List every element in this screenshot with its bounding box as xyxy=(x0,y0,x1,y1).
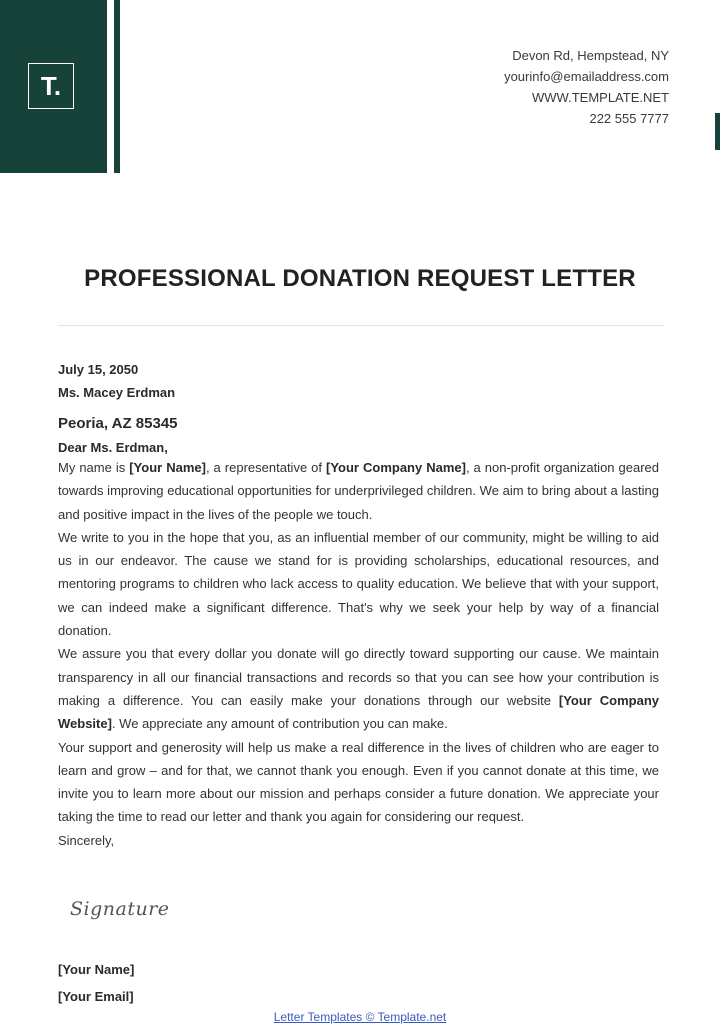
placeholder-company-name: [Your Company Name] xyxy=(326,460,466,475)
contact-address: Devon Rd, Hempstead, NY xyxy=(512,48,669,63)
p1-text-a: My name is xyxy=(58,460,130,475)
paragraph-assurance xyxy=(58,642,659,735)
letter-body xyxy=(58,456,659,852)
contact-website: WWW.TEMPLATE.NET xyxy=(532,90,669,105)
footer-link[interactable]: Letter Templates © Template.net xyxy=(273,1010,447,1024)
recipient-name: Ms. Macey Erdman xyxy=(58,385,176,400)
brand-block xyxy=(0,0,107,173)
logo xyxy=(28,63,74,109)
contact-phone: 222 555 7777 xyxy=(589,111,669,126)
p3-text-c: . We appreciate any amount of contribution you can make. xyxy=(111,716,448,732)
paragraph-intro xyxy=(58,456,659,526)
sender-name: [Your Name] xyxy=(58,962,135,977)
letter-title: PROFESSIONAL DONATION REQUEST LETTER xyxy=(84,265,636,292)
brand-stripe xyxy=(114,0,120,173)
signature: Signature xyxy=(70,898,170,920)
divider xyxy=(58,325,664,326)
salutation: Dear Ms. Erdman, xyxy=(58,440,168,455)
contact-info xyxy=(504,45,669,129)
p1-text-e: , a non-profit organization geared towards improving educational opportunities for underprivileged children. We aim to bring about a lasting and positive impact in the lives of the people we touch. xyxy=(58,460,660,522)
logo-letter: T. xyxy=(40,70,62,101)
p1-text-c: , a representative of xyxy=(205,460,327,475)
letter-date: July 15, 2050 xyxy=(58,362,139,377)
placeholder-your-name: [Your Name] xyxy=(129,460,206,475)
sender-block xyxy=(58,956,134,1010)
placeholder-company-website: [Your Company Website] xyxy=(58,692,659,732)
paragraph-thanks: Your support and generosity will help us make a real difference in the lives of children who are eager to learn and grow – and for that, we cannot thank you enough. Even if you cannot donate at this time, we invite you to learn more about our mission and perhaps consider a future donation. We appreciate your taking the time to read our letter and thank you again for considering our request. xyxy=(58,739,659,825)
closing: Sincerely, xyxy=(58,832,115,848)
recipient-city: Peoria, AZ 85345 xyxy=(58,415,178,432)
letter-header xyxy=(58,358,178,459)
sender-email: [Your Email] xyxy=(58,989,134,1004)
edge-accent-bar xyxy=(715,113,720,150)
p3-text-a: We assure you that every dollar you donate will go directly toward supporting our cause. We maintain transparency in all our financial transactions and records so that you can see how your contribution is making a difference. You can easily make your donations through our website xyxy=(58,646,659,708)
contact-email: yourinfo@emailaddress.com xyxy=(504,69,669,84)
paragraph-request: We write to you in the hope that you, as an influential member of our community, might be willing to aid us in our endeavor. The cause we stand for is providing scholarships, educational resources, and mentoring programs to children who lack access to quality education. We believe that with your support, we can indeed make a significant difference. That's why we seek your help by way of a financial donation. xyxy=(58,529,659,639)
